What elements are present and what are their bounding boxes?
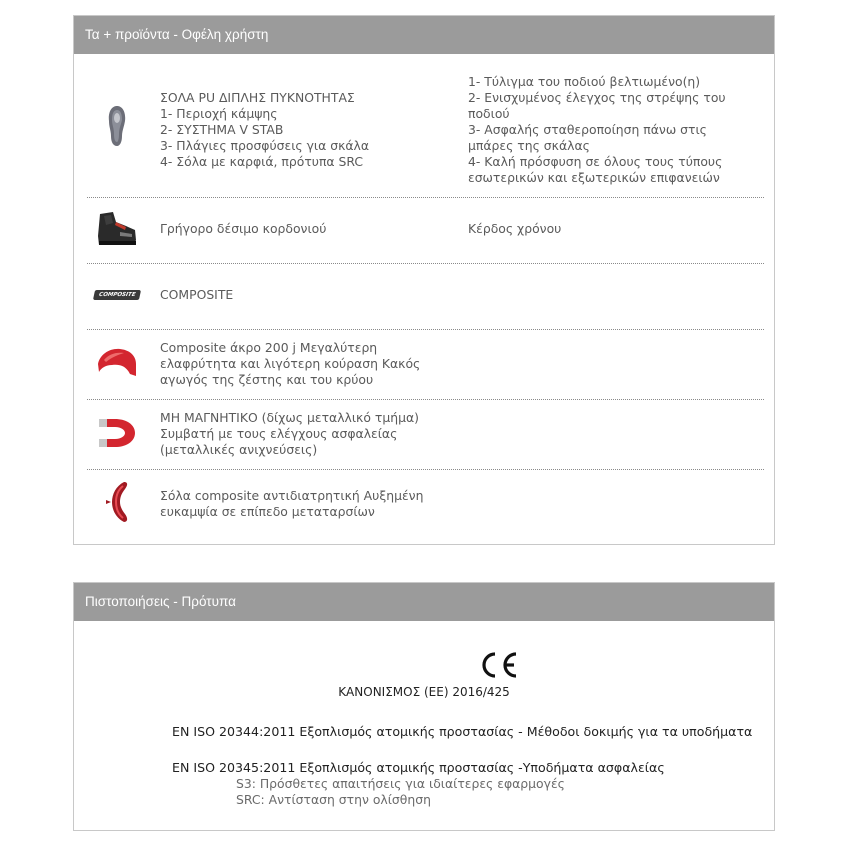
feature-row-lacing — [87, 197, 764, 264]
magnet-icon — [95, 413, 139, 453]
standard-en-iso-20344: EN ISO 20344:2011 Εξοπλισμός ατομικής προστασίας - Μέθοδοι δοκιμής για τα υποδήματα — [172, 724, 753, 739]
toecap-icon — [95, 343, 139, 383]
lacing-feature: Γρήγορο δέσιμο κορδονιού — [160, 221, 327, 236]
composite-badge-icon — [95, 285, 139, 305]
certifications-title: Πιστοποιήσεις - Πρότυπα — [74, 583, 774, 621]
certifications-panel — [73, 582, 775, 831]
magnet-text: ΜΗ ΜΑΓΝΗΤΙΚΟ (δίχως μεταλλικό τμήμα) Συμβατή με τους ελέγχους ασφαλείας (μεταλλικές ανιχνεύσεις) — [160, 410, 419, 457]
features-title: Τα + προϊόντα - Οφέλη χρήστη — [74, 16, 774, 54]
insole-text: Σόλα composite αντιδιατρητική Αυξημένη ευκαμψία σε επίπεδο μεταταρσίων — [160, 488, 424, 519]
ce-mark-icon — [478, 651, 520, 683]
sole-heading: ΣΟΛΑ PU ΔΙΠΛΗΣ ΠΥΚΝΟΤΗΤΑΣ — [160, 90, 355, 105]
boot-icon — [95, 209, 139, 249]
sole-benefit-3: 3- Ασφαλής σταθεροποίηση πάνω στις μπάρες της σκάλας — [468, 122, 707, 153]
sole-benefit-2: 2- Ενισχυμένος έλεγχος της στρέψης του ποδιού — [468, 90, 726, 121]
feature-row-sole — [87, 54, 764, 198]
standard-sub-src: SRC: Αντίσταση στην ολίσθηση — [236, 792, 431, 807]
sole-item-1: 1- Περιοχή κάμψης — [160, 106, 278, 121]
feature-row-composite — [87, 263, 764, 330]
feature-row-toecap — [87, 329, 764, 400]
composite-badge-label: COMPOSITE — [93, 290, 142, 300]
sole-benefit-4: 4- Καλή πρόσφυση σε όλους τους τύπους εσωτερικών και εξωτερικών επιφανειών — [468, 154, 723, 185]
features-panel — [73, 15, 775, 545]
sole-item-2: 2- ΣΥΣΤΗΜΑ V STAB — [160, 122, 284, 137]
sole-item-4: 4- Σόλα με καρφιά, πρότυπα SRC — [160, 154, 364, 169]
standard-sub-s3: S3: Πρόσθετες απαιτήσεις για ιδιαίτερες εφαρμογές — [236, 776, 565, 791]
standard-en-iso-20345: EN ISO 20345:2011 Εξοπλισμός ατομικής προστασίας -Υποδήματα ασφαλείας — [172, 760, 665, 775]
sole-item-3: 3- Πλάγιες προσφύσεις για σκάλα — [160, 138, 370, 153]
toecap-text: Composite άκρο 200 j Μεγαλύτερη ελαφρύτητα και λιγότερη κούραση Κακός αγωγός της ζέστης και του κρύου — [160, 340, 421, 387]
composite-text: COMPOSITE — [160, 287, 234, 302]
feature-row-magnet — [87, 399, 764, 470]
feature-row-insole — [87, 469, 764, 539]
lacing-benefit: Κέρδος χρόνου — [468, 221, 562, 236]
sole-benefits-text — [468, 74, 748, 186]
sole-icon — [95, 104, 139, 148]
insole-icon — [95, 479, 139, 525]
sole-benefit-1: 1- Τύλιγμα του ποδιού βελτιωμένο(η) — [468, 74, 701, 89]
regulation-text: ΚΑΝΟΝΙΣΜΟΣ (ΕΕ) 2016/425 — [338, 685, 510, 699]
sole-features-text — [160, 90, 445, 170]
